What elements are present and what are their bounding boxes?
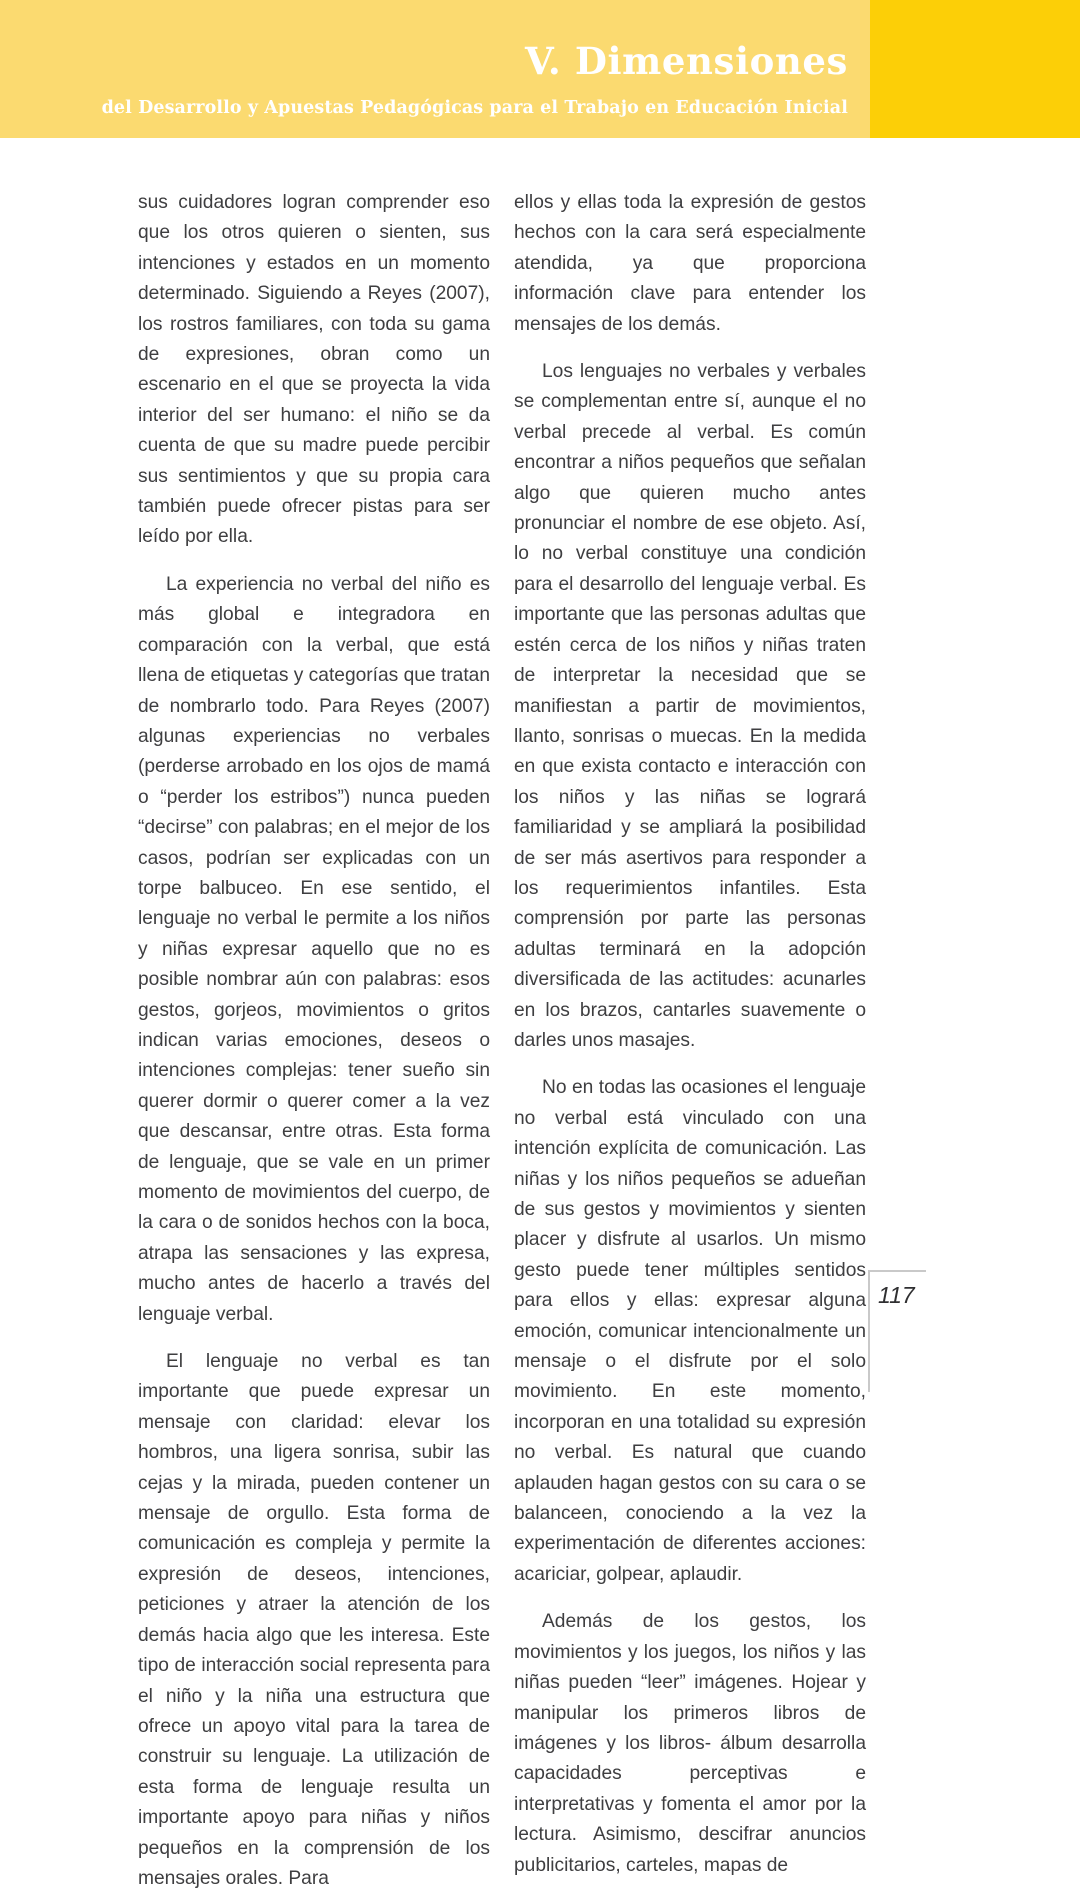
folio-rule-horizontal [868,1270,926,1272]
paragraph: sus cuidadores logran comprender eso que los otros quieren o sienten, sus intenciones y estados en un momento determinado. Siguiendo a Reyes (2007), los rostros familiares, con toda su gama de expresiones, obran como un escenario en el que se proyecta la vida interior del ser humano: el niño se da cuenta de que su madre puede percibir sus sentimientos y que su propia cara también puede ofrecer pistas para ser leído por ella. [138,192,490,548]
chapter-subtitle: del Desarrollo y Apuestas Pedagógicas para el Trabajo en Educación Inicial [101,98,848,118]
paragraph: El lenguaje no verbal es tan importante que puede expresar un mensaje con claridad: elevar los hombros, una ligera sonrisa, subir las cejas y la mirada, pueden contener un mensaje de orgullo. Esta forma de comunicación es compleja y permite la expresión de deseos, intenciones, peticiones y atraer la atención de los demás hacia algo que les interesa. Este tipo de interacción social representa para el niño y la niña una estructura que ofrece un apoyo vital para la tarea de construir su lenguaje. La utilización de esta forma de lenguaje resulta un importante apoyo para niñas y niños pequeños en la comprensión de los mensajes orales. Para [138,1351,490,1889]
paragraph: ellos y ellas toda la expresión de gestos hechos con la cara será especialmente atendida, ya que proporciona información clave para entender los mensajes de los demás. [514,192,866,335]
folio-rule-vertical [868,1270,870,1392]
paragraph: Los lenguajes no verbales y verbales se complementan entre sí, aunque el no verbal precede al verbal. Es común encontrar a niños pequeños que señalan algo que quieren mucho antes pronunciar el nombre de ese objeto. Así, lo no verbal constituye una condición para el desarrollo del lenguaje verbal. Es importante que las personas adultas que estén cerca de los niños y niñas traten de interpretar la necesidad que se manifiestan a partir de movimientos, llanto, sonrisas o muecas. En la medida en que exista contacto e interacción con los niños y las niñas se logrará familiaridad y se ampliará la posibilidad de ser más asertivos para responder a los requerimientos infantiles. Esta comprensión por parte las personas adultas terminará en la adopción diversificada de las actitudes: acunarles en los brazos, cantarles suavemente o darles unos masajes. [514,361,866,1051]
page-header [0,0,1080,138]
page-body [0,138,1080,1889]
paragraph: La experiencia no verbal del niño es más global e integradora en comparación con la verbal, que está llena de etiquetas y categorías que tratan de nombrarlo todo. Para Reyes (2007) algunas experiencias no verbales (perderse arrobado en los ojos de mamá o “perder los estribos”) nunca pueden “decirse” con palabras; en el mejor de los casos, podrían ser explicadas con un torpe balbuceo. En ese sentido, el lenguaje no verbal le permite a los niños y niñas expresar aquello que no es posible nombrar aún con palabras: esos gestos, gorjeos, movimientos o gritos indican varias emociones, deseos o intenciones complejas: tener sueño sin querer dormir o querer comer a la vez que descansar, entre otras. Esta forma de lenguaje, que se vale en un primer momento de movimientos del cuerpo, de la cara o de sonidos hechos con la boca, atrapa las sensaciones y las expresa, mucho antes de hacerlo a través del lenguaje verbal. [138,573,491,1325]
header-text-area [0,0,870,138]
text-column-left [138,188,490,1894]
paragraph: Además de los gestos, los movimientos y los juegos, los niños y las niñas pueden “leer” imágenes. Hojear y manipular los primeros libros de imágenes y los libros- álbum desarrolla capacidades perceptivas e interpretativas y fomenta el amor por la lectura. Asimismo, descifrar anuncios publicitarios, carteles, mapas de [514,1611,866,1876]
chapter-title: V. Dimensiones [525,39,848,83]
paragraph: No en todas las ocasiones el lenguaje no verbal está vinculado con una intención explícita de comunicación. Las niñas y los niños pequeños se adueñan de sus gestos y movimientos y sienten placer y disfrute al usarlos. Un mismo gesto puede tener múltiples sentidos para ellos y ellas: expresar alguna emoción, comunicar intencionalmente un mensaje o el disfrute por el solo movimiento. En este momento, incorporan en una totalidad su expresión no verbal. Es natural que cuando aplauden hagan gestos con su cara o se balanceen, conociendo a la vez la experimentación de diferentes acciones: acariciar, golpear, aplaudir. [514,1077,866,1585]
text-column-right [514,188,866,1881]
folio-block [868,1270,1080,1392]
header-accent-block [870,0,1080,138]
page-number: 117 [878,1282,915,1308]
